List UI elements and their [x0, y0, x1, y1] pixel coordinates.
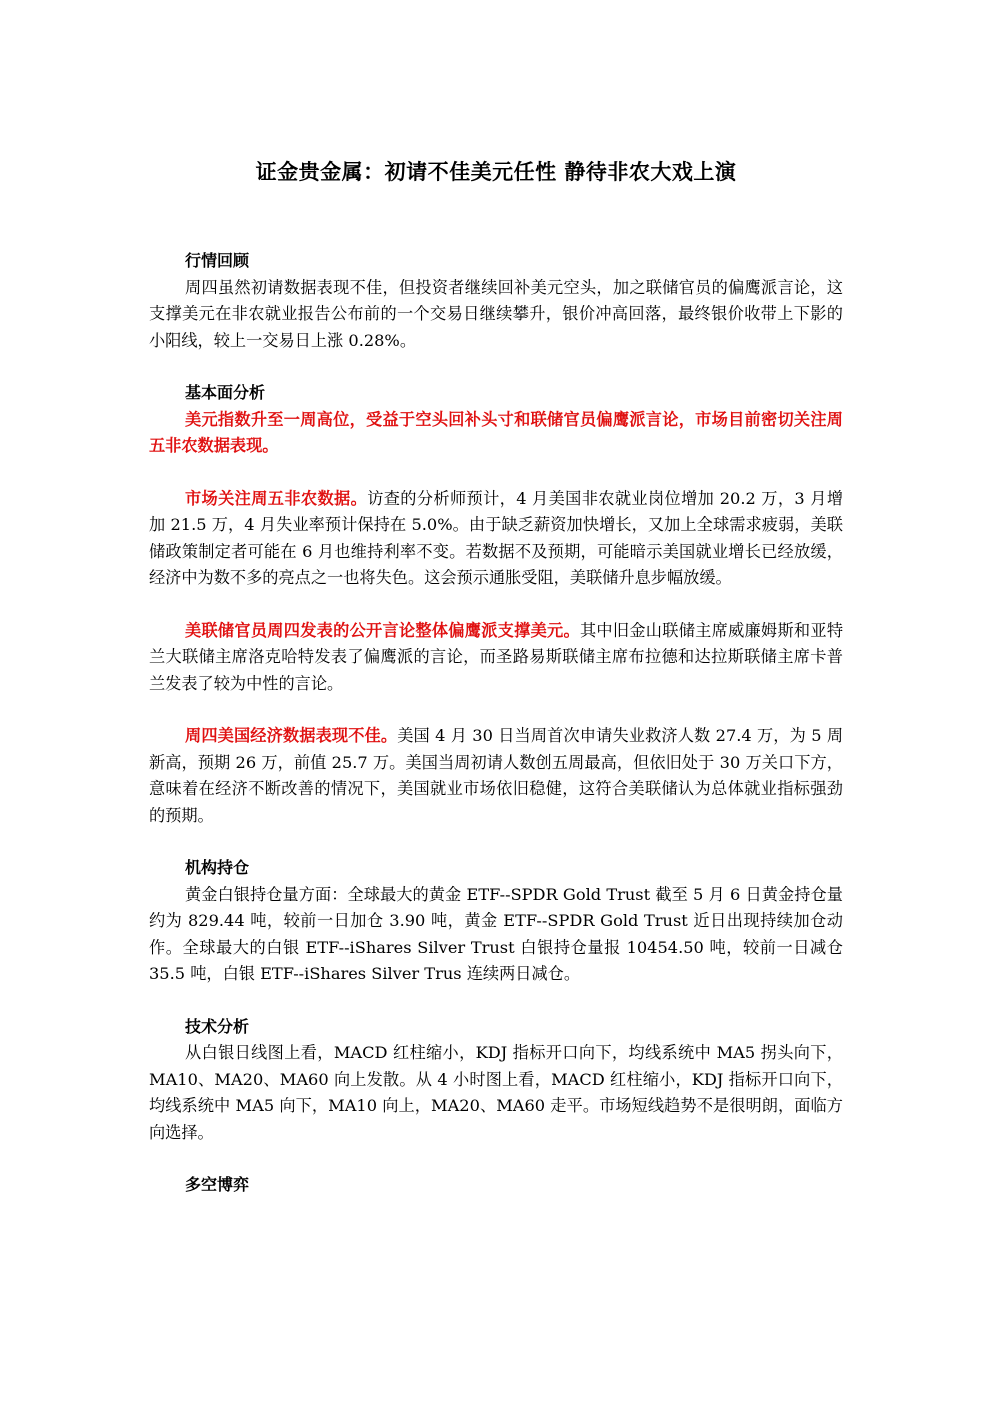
fed-officials-paragraph [149, 618, 843, 698]
spacer [149, 829, 843, 855]
section-heading-market-review: 行情回顾 [185, 251, 250, 270]
fed-officials-text: 其中旧金山联储主席威廉姆斯和亚特兰大联储主席洛克哈特发表了偏鹰派的言论，而圣路易斯联储主席布拉德和达拉斯联储主席卡普兰发表了较为中性的言论。 [149, 620, 844, 693]
spacer [149, 988, 843, 1014]
economic-data-text: 美国 4 月 30 日当周首次申请失业救济人数 27.4 万，为 5 周新高，预期 26 万，前值 25.7 万。美国当周初请人数创五周最高，但依旧处于 30 万关口下方，意味着在经济不断改善的情况下，美国就业市场依旧稳健，这符合美联储认为总体就业指标强劲的预期。 [149, 726, 844, 825]
section-heading-holdings: 机构持仓 [185, 858, 250, 877]
spacer [149, 697, 843, 723]
section-heading-long-short: 多空博弈 [185, 1175, 250, 1194]
document-title: 证金贵金属：初请不佳美元任性 静待非农大戏上演 [255, 160, 737, 184]
fundamental-lead-paragraph: 美元指数升至一周高位，受益于空头回补头寸和联储官员偏鹰派言论，市场目前密切关注周五非农数据表现。 [149, 409, 843, 455]
spacer [149, 354, 843, 380]
spacer [149, 592, 843, 618]
economic-data-paragraph [149, 723, 843, 829]
economic-data-highlight: 周四美国经济数据表现不佳。 [185, 726, 398, 745]
fed-officials-highlight: 美联储官员周四发表的公开言论整体偏鹰派支撑美元。 [185, 620, 580, 640]
document-body [149, 248, 843, 1199]
nonfarm-text: 访查的分析师预计，4 月美国非农就业岗位增加 20.2 万，3 月增加 21.5 万，4 月失业率预计保持在 5.0%。由于缺乏薪资加快增长，又加上全球需求疲弱，美联储政策制定者可能在 6 月也维持利率不变。若数据不及预期，可能暗示美国就业增长已经放缓，经济中为数不多的亮点之一也将失色。这会预示通胀受阻，美联储升息步幅放缓。 [149, 488, 843, 587]
spacer [149, 1146, 843, 1172]
section-heading-fundamental: 基本面分析 [185, 383, 266, 402]
section-heading-technical: 技术分析 [185, 1016, 250, 1036]
holdings-paragraph: 黄金白银持仓量方面：全球最大的黄金 ETF--SPDR Gold Trust 截至 5 月 6 日黄金持仓量约为 829.44 吨，较前一日加仓 3.90 吨，黄金 ETF--SPDR Gold Trust 近日出现持续加仓动作。全球最大的白银 ETF--iShares Silver Trust 白银持仓量报 10454.50 吨，较前一日减仓 35.5 吨，白银 ETF--iShares Silver Trus 连续两日减仓。 [149, 884, 843, 983]
market-review-paragraph: 周四虽然初请数据表现不佳，但投资者继续回补美元空头，加之联储官员的偏鹰派言论，这支撑美元在非农就业报告公布前的一个交易日继续攀升，银价冲高回落，最终银价收带上下影的小阳线，较上一交易日上涨 0.28%。 [149, 277, 843, 350]
technical-paragraph: 从白银日线图上看，MACD 红柱缩小，KDJ 指标开口向下，均线系统中 MA5 拐头向下，MA10、MA20、MA60 向上发散。从 4 小时图上看，MACD 红柱缩小，KDJ 指标开口向下，均线系统中 MA5 向下，MA10 向上，MA20、MA60 走平。市场短线趋势不是很明朗，面临方向选择。 [149, 1043, 843, 1142]
spacer [149, 460, 843, 486]
nonfarm-highlight: 市场关注周五非农数据。 [185, 488, 368, 508]
nonfarm-paragraph [149, 486, 843, 592]
